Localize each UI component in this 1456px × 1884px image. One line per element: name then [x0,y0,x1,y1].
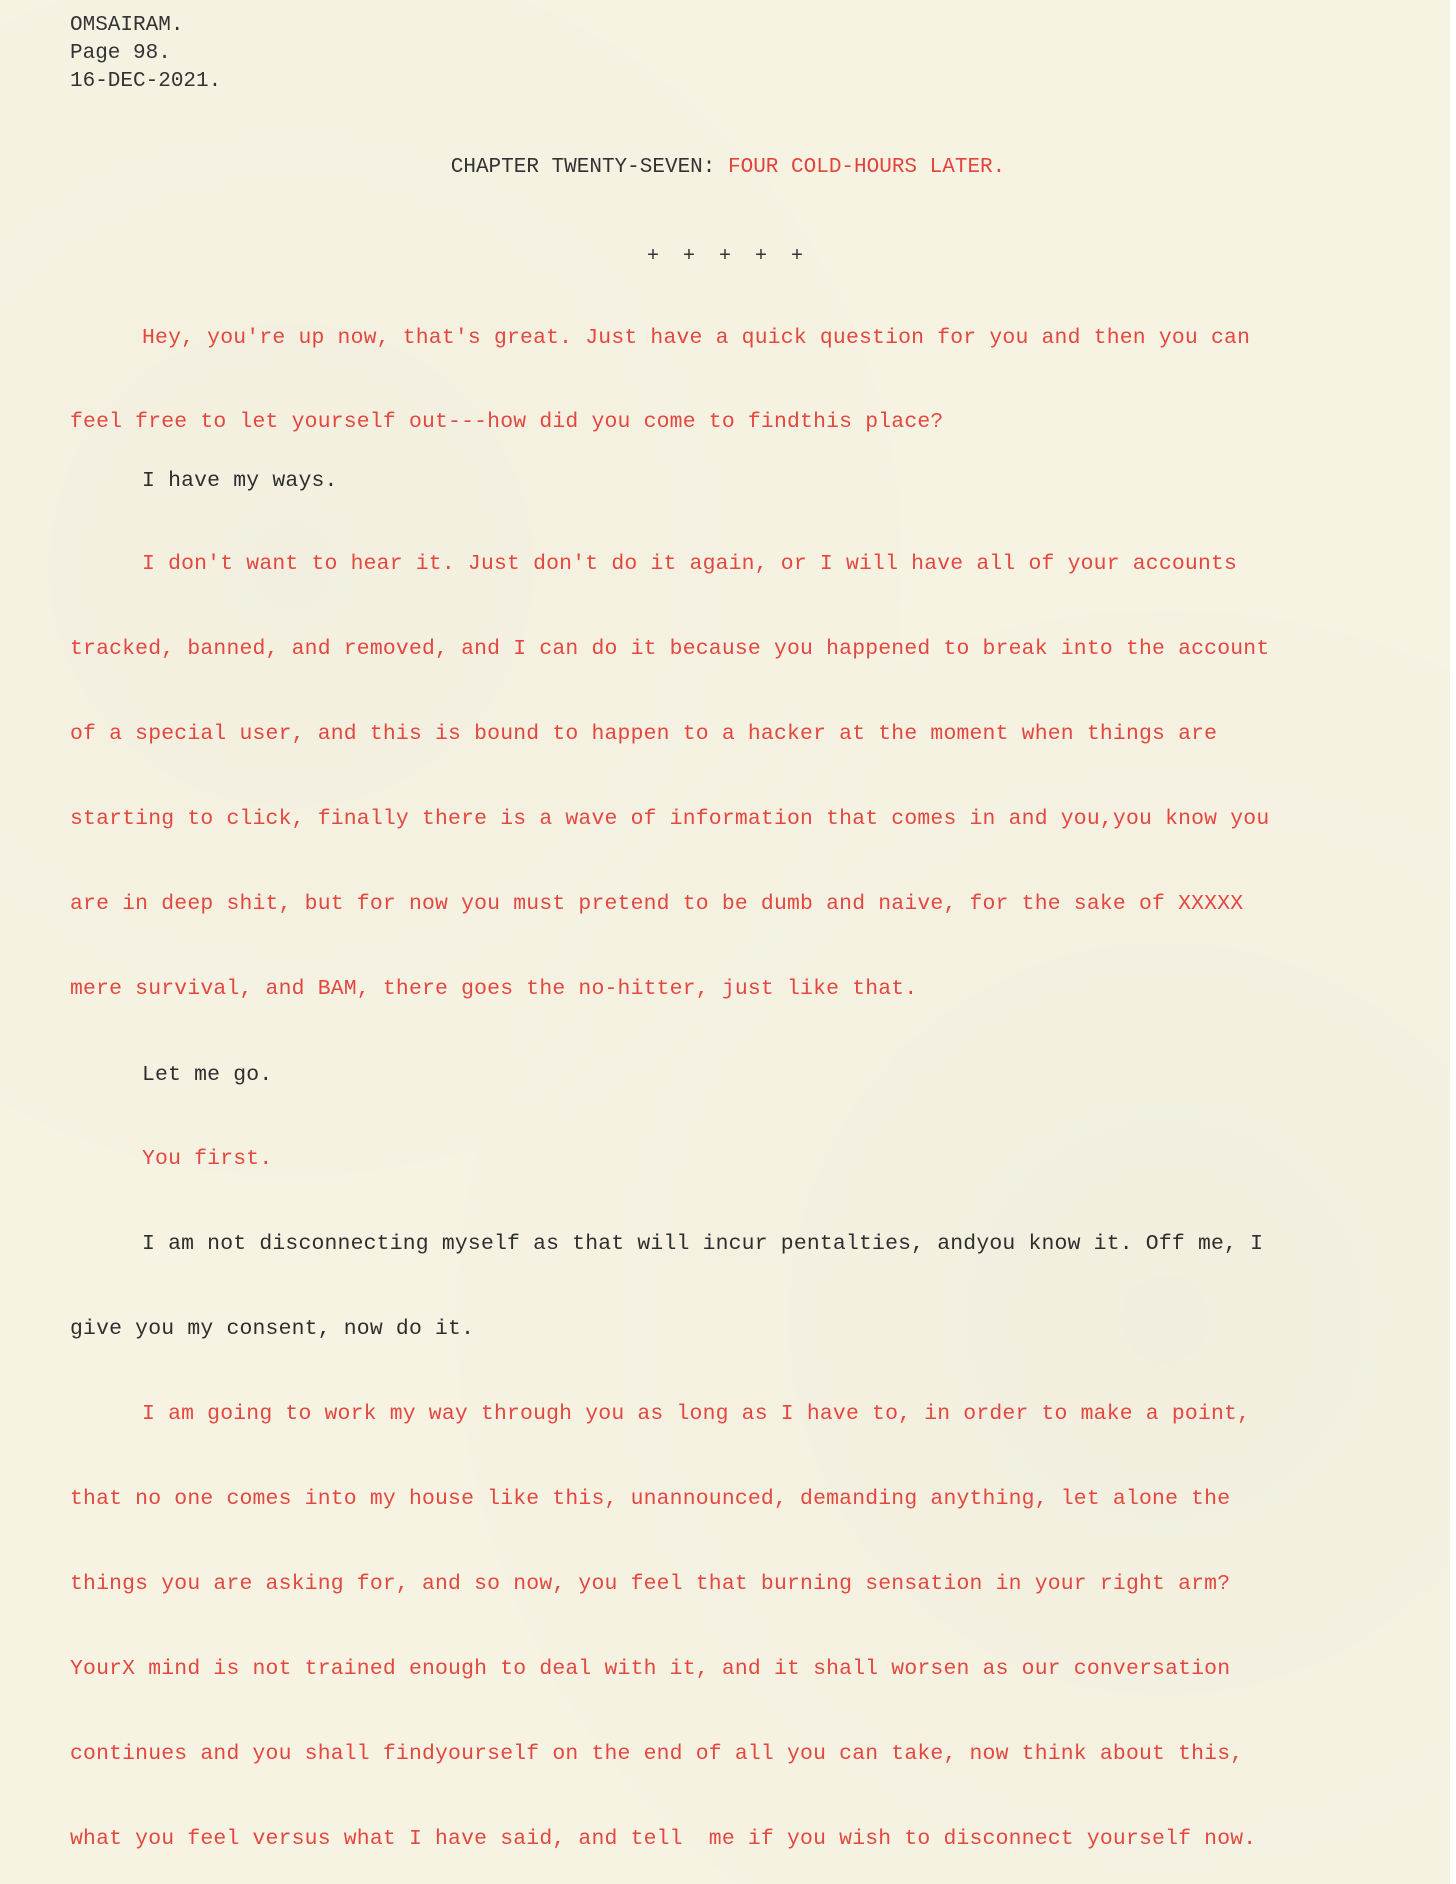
text-line: continues and you shall findyourself on the end of all you can take, now think about this, [70,1742,1244,1766]
text-line: mere survival, and BAM, there goes the no-hitter, just like that. [70,977,918,1001]
header-author: OMSAIRAM. [70,14,184,37]
page-edge [1450,0,1456,1884]
chapter-title [0,156,1456,179]
header-page-number: Page 98. [70,42,171,65]
text-line: of a special user, and this is bound to happen to a hacker at the moment when things are [70,722,1218,746]
text-line: I have my ways. [142,469,338,493]
text-line: are in deep shit, but for now you must pretend to be dumb and naive, for the sake of XXXXX [70,892,1244,916]
section-ornament: + + + + + [646,245,810,268]
text-line: things you are asking for, and so now, you feel that burning sensation in your right arm? [70,1572,1231,1596]
page-header [70,12,221,96]
text-line: Hey, you're up now, that's great. Just have a quick question for you and then you can [142,326,1251,350]
text-line: I am going to work my way through you as long as I have to, in order to make a point, [142,1402,1251,1426]
chapter-number: CHAPTER TWENTY-SEVEN: [450,156,716,179]
text-line: YourX mind is not trained enough to deal with it, and it shall worsen as our conversation [70,1657,1231,1681]
chapter-subtitle: FOUR COLD-HOURS LATER. [728,156,1006,179]
text-line: starting to click, finally there is a wave of information that comes in and you,you know you [70,807,1270,831]
text-line: what you feel versus what I have said, and tell me if you wish to disconnect yourself now. [70,1827,1257,1851]
text-line: give you my consent, now do it. [70,1317,475,1341]
text-line: I am not disconnecting myself as that will incur pentalties, andyou know it. Off me, I [142,1232,1264,1256]
text-line: that no one comes into my house like this, unannounced, demanding anything, let alone the [70,1487,1231,1511]
text-line: tracked, banned, and removed, and I can do it because you happened to break into the account [70,637,1270,661]
text-line: feel free to let yourself out---how did you come to findthis place? [70,410,944,434]
text-line: I don't want to hear it. Just don't do it again, or I will have all of your accounts [142,552,1238,576]
text-line: You first. [142,1147,273,1171]
header-date: 16-DEC-2021. [70,70,222,93]
text-line: Let me go. [142,1063,273,1087]
